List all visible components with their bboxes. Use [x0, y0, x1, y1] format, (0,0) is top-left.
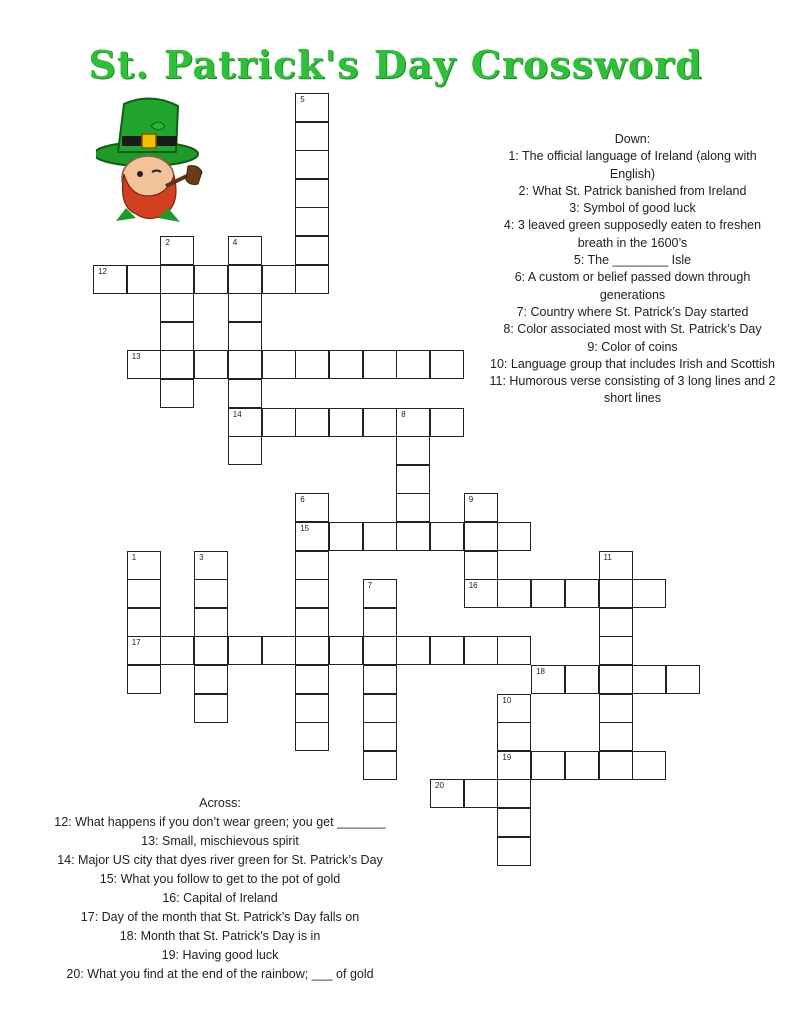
across-clue-18: 18: Month that St. Patrick’s Day is in: [119, 929, 321, 943]
clue-number: 19: [502, 752, 512, 762]
crossword-cell[interactable]: [497, 522, 531, 551]
crossword-cell[interactable]: [160, 636, 194, 665]
crossword-cell[interactable]: [363, 722, 397, 751]
crossword-cell[interactable]: [430, 350, 464, 379]
clue-number: 2: [165, 238, 170, 247]
across-clue-12: 12: What happens if you don’t wear green; you get _______: [54, 815, 386, 829]
crossword-cell[interactable]: [531, 751, 565, 780]
crossword-cell[interactable]: [363, 636, 397, 665]
crossword-cell[interactable]: [228, 265, 262, 294]
down-clue-11: 11: Humorous verse consisting of 3 long lines and 2 short lines: [489, 374, 776, 406]
crossword-cell[interactable]: [160, 265, 194, 294]
crossword-cell[interactable]: [127, 636, 161, 665]
crossword-cell[interactable]: [228, 408, 262, 437]
crossword-cell[interactable]: [295, 207, 329, 236]
clue-number: 13: [131, 352, 141, 362]
crossword-cell[interactable]: [396, 465, 430, 494]
crossword-cell[interactable]: [363, 751, 397, 780]
crossword-cell[interactable]: [464, 779, 498, 808]
across-clues: [0, 794, 440, 984]
crossword-cell[interactable]: [565, 665, 599, 694]
crossword-cell[interactable]: [396, 522, 430, 551]
crossword-cell[interactable]: [329, 522, 363, 551]
down-clues: [485, 131, 780, 408]
clue-number: 14: [232, 409, 242, 419]
crossword-cell[interactable]: [464, 551, 498, 580]
clue-number: 10: [502, 695, 512, 705]
crossword-cell[interactable]: [93, 265, 127, 294]
crossword-cell[interactable]: [295, 522, 329, 551]
crossword-cell[interactable]: [430, 636, 464, 665]
across-clue-16: 16: Capital of Ireland: [162, 891, 278, 905]
crossword-cell[interactable]: [363, 408, 397, 437]
crossword-cell[interactable]: [127, 608, 161, 637]
crossword-cell[interactable]: [194, 265, 228, 294]
crossword-cell[interactable]: [262, 408, 296, 437]
crossword-cell[interactable]: [497, 779, 531, 808]
crossword-cell[interactable]: [295, 350, 329, 379]
crossword-cell[interactable]: [599, 694, 633, 723]
crossword-cell[interactable]: [497, 636, 531, 665]
crossword-cell[interactable]: [599, 608, 633, 637]
across-clue-19: 19: Having good luck: [161, 948, 279, 962]
down-clue-4: 4: 3 leaved green supposedly eaten to freshen breath in the 1600’s: [503, 218, 762, 250]
across-clue-13: 13: Small, mischievous spirit: [141, 834, 299, 848]
crossword-cell[interactable]: [127, 579, 161, 608]
crossword-cell[interactable]: [363, 350, 397, 379]
clue-number: 7: [367, 581, 373, 591]
crossword-cell[interactable]: [127, 551, 161, 580]
crossword-cell[interactable]: [228, 350, 262, 379]
clue-number: 20: [435, 781, 444, 791]
crossword-cell[interactable]: [295, 150, 329, 179]
down-clue-10: 10: Language group that includes Irish and Scottish: [490, 356, 775, 371]
crossword-cell[interactable]: [295, 122, 329, 151]
crossword-cell[interactable]: [228, 293, 262, 322]
crossword-cell[interactable]: [228, 636, 262, 665]
crossword-cell[interactable]: [430, 522, 464, 551]
clue-number: 8: [401, 409, 406, 419]
crossword-cell[interactable]: [295, 608, 329, 637]
crossword-cell[interactable]: [396, 636, 430, 665]
crossword-cell[interactable]: [329, 350, 363, 379]
clue-number: 3: [199, 552, 204, 562]
crossword-cell[interactable]: [194, 636, 228, 665]
crossword-cell[interactable]: [228, 379, 262, 408]
crossword-cell[interactable]: [363, 608, 397, 637]
crossword-cell[interactable]: [295, 236, 329, 265]
crossword-cell[interactable]: [228, 322, 262, 351]
crossword-cell[interactable]: [497, 579, 531, 608]
down-clue-5: 5: The ________ Isle: [573, 253, 692, 268]
crossword-cell[interactable]: [194, 350, 228, 379]
crossword-cell[interactable]: [464, 636, 498, 665]
leprechaun-illustration: [96, 96, 216, 226]
down-clue-6: 6: A custom or belief passed down through generations: [514, 270, 751, 302]
crossword-cell[interactable]: [295, 551, 329, 580]
crossword-cell[interactable]: [127, 350, 161, 379]
clue-number: 17: [131, 638, 141, 648]
crossword-cell[interactable]: [363, 579, 397, 608]
across-clue-20: 20: What you find at the end of the rainbow; ___ of gold: [66, 967, 374, 981]
crossword-cell[interactable]: [194, 551, 228, 580]
crossword-cell[interactable]: [497, 751, 531, 780]
crossword-cell[interactable]: [329, 636, 363, 665]
crossword-cell[interactable]: [295, 493, 329, 522]
crossword-cell[interactable]: [632, 751, 666, 780]
clue-number: 5: [300, 95, 305, 104]
crossword-cell[interactable]: [160, 350, 194, 379]
crossword-cell[interactable]: [228, 236, 262, 265]
crossword-cell[interactable]: [666, 665, 700, 694]
crossword-cell[interactable]: [565, 751, 599, 780]
crossword-cell[interactable]: [295, 722, 329, 751]
crossword-cell[interactable]: [599, 751, 633, 780]
crossword-cell[interactable]: [632, 579, 666, 608]
crossword-cell[interactable]: [430, 408, 464, 437]
crossword-cell[interactable]: [599, 579, 633, 608]
crossword-cell[interactable]: [262, 636, 296, 665]
crossword-cell[interactable]: [497, 722, 531, 751]
crossword-cell[interactable]: [464, 522, 498, 551]
crossword-cell[interactable]: [363, 694, 397, 723]
clue-number: 15: [300, 524, 310, 533]
down-clue-8: 8: Color associated most with St. Patrick’s Day: [503, 322, 762, 337]
crossword-cell[interactable]: [262, 350, 296, 379]
crossword-cell[interactable]: [160, 236, 194, 265]
crossword-cell[interactable]: [194, 608, 228, 637]
crossword-cell[interactable]: [160, 379, 194, 408]
clue-number: 18: [536, 667, 545, 676]
page-title: St. Patrick's Day Crossword: [88, 42, 703, 87]
across-clue-14: 14: Major US city that dyes river green for St. Patrick’s Day: [57, 853, 383, 867]
crossword-cell[interactable]: [363, 522, 397, 551]
crossword-cell[interactable]: [295, 265, 329, 294]
across-clue-15: 15: What you follow to get to the pot of gold: [99, 872, 341, 886]
clue-number: 9: [468, 495, 474, 505]
down-heading: Down:: [614, 132, 651, 146]
crossword-cell[interactable]: [396, 408, 430, 437]
crossword-cell[interactable]: [295, 636, 329, 665]
crossword-cell[interactable]: [295, 694, 329, 723]
crossword-cell[interactable]: [599, 636, 633, 665]
crossword-cell[interactable]: [363, 665, 397, 694]
clue-number: 6: [300, 495, 305, 505]
down-clue-3: 3: Symbol of good luck: [569, 201, 696, 216]
crossword-cell[interactable]: [599, 665, 633, 694]
crossword-cell[interactable]: [531, 665, 565, 694]
crossword-cell[interactable]: [396, 436, 430, 465]
crossword-cell[interactable]: [295, 579, 329, 608]
down-clue-1: 1: The official language of Ireland (along with English): [508, 149, 757, 181]
crossword-cell[interactable]: [497, 808, 531, 837]
down-clue-7: 7: Country where St. Patrick’s Day started: [516, 304, 749, 319]
crossword-cell[interactable]: [396, 350, 430, 379]
crossword-cell[interactable]: [531, 579, 565, 608]
crossword-cell[interactable]: [464, 493, 498, 522]
crossword-cell[interactable]: [295, 665, 329, 694]
down-clue-9: 9: Color of coins: [587, 339, 678, 354]
clue-number: 11: [603, 552, 612, 562]
crossword-cell[interactable]: [295, 408, 329, 437]
crossword-cell[interactable]: [228, 436, 262, 465]
crossword-cell[interactable]: [599, 551, 633, 580]
crossword-cell[interactable]: [127, 665, 161, 694]
clue-number: 12: [98, 266, 107, 276]
crossword-cell[interactable]: [295, 179, 329, 208]
clue-number: 1: [131, 552, 137, 562]
crossword-cell[interactable]: [329, 408, 363, 437]
crossword-cell[interactable]: [565, 579, 599, 608]
crossword-cell[interactable]: [194, 579, 228, 608]
down-clue-2: 2: What St. Patrick banished from Ireland: [518, 183, 747, 198]
crossword-cell[interactable]: [464, 579, 498, 608]
crossword-cell[interactable]: [497, 837, 531, 866]
crossword-cell[interactable]: [497, 694, 531, 723]
crossword-cell[interactable]: [194, 665, 228, 694]
clue-number: 16: [468, 581, 478, 591]
across-heading: Across:: [199, 796, 241, 810]
crossword-cell[interactable]: [194, 694, 228, 723]
crossword-cell[interactable]: [160, 293, 194, 322]
crossword-cell[interactable]: [396, 493, 430, 522]
across-clue-17: 17: Day of the month that St. Patrick’s Day falls on: [80, 910, 360, 924]
crossword-cell[interactable]: [632, 665, 666, 694]
crossword-cell[interactable]: [262, 265, 296, 294]
crossword-cell[interactable]: [599, 722, 633, 751]
crossword-cell[interactable]: [295, 93, 329, 122]
crossword-cell[interactable]: [160, 322, 194, 351]
crossword-cell[interactable]: [127, 265, 161, 294]
clue-number: 4: [232, 238, 238, 247]
